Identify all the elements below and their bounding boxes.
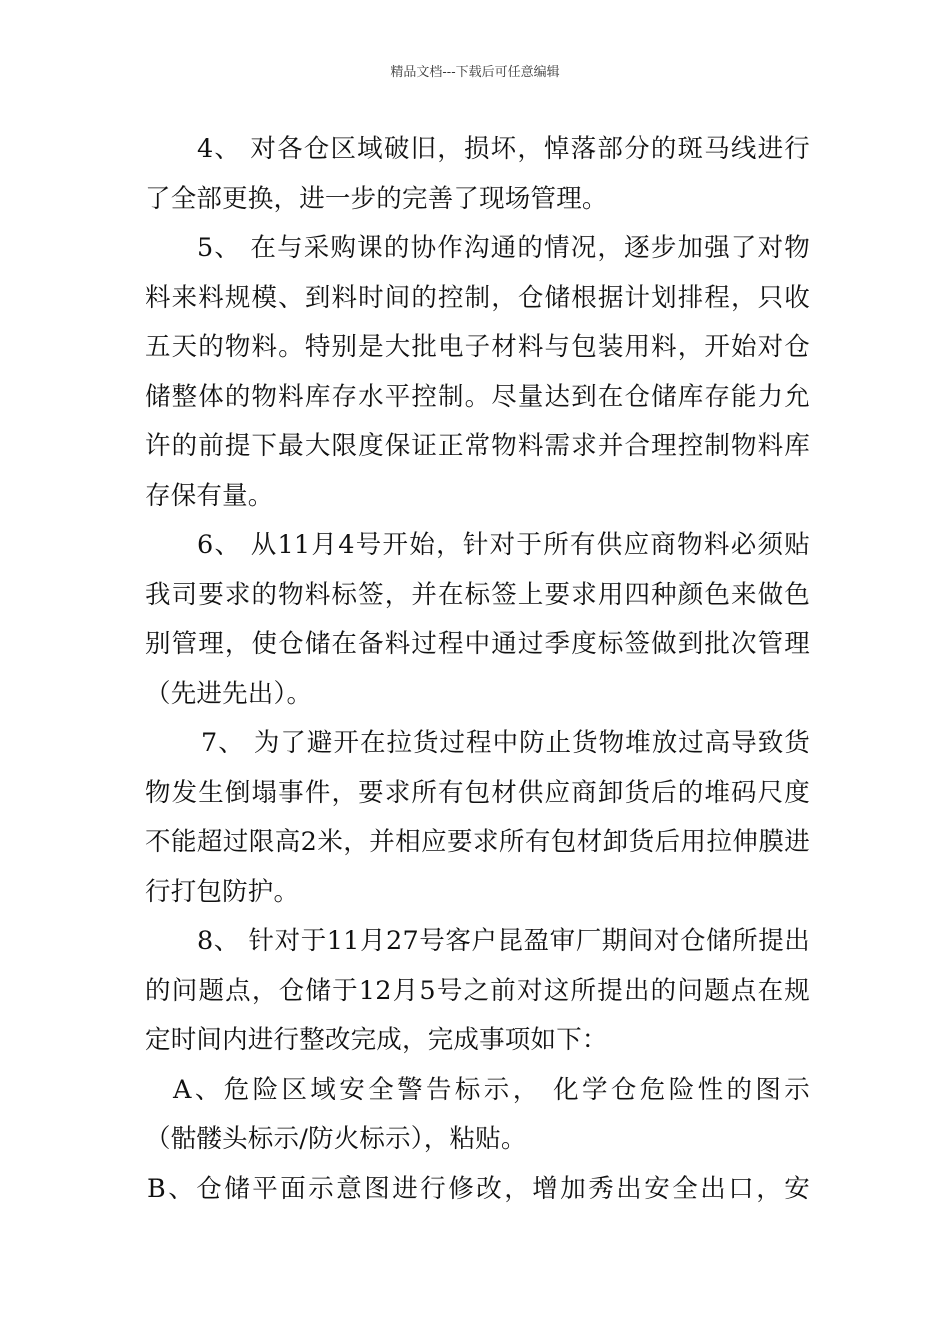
item-a-line-1: A、危险区域安全警告标示， 化学仓危险性的图示: [173, 1074, 810, 1105]
paragraph-5-line-5: 许的前提下最大限度保证正常物料需求并合理控制物料库: [145, 431, 810, 461]
paragraph-6-line-1: 6、 从11月4号开始，针对于所有供应商物料必须贴: [197, 530, 810, 560]
paragraph-8-line-1: 8、 针对于11月27号客户昆盈审厂期间对仓储所提出: [197, 926, 810, 956]
paragraph-4-line-1: 4、 对各仓区域破旧，损坏，悼落部分的斑马线进行: [197, 134, 810, 164]
paragraph-5-line-6: 存保有量。: [145, 480, 274, 511]
paragraph-5-line-4: 储整体的物料库存水平控制。尽量达到在仓储库存能力允: [145, 381, 810, 412]
paragraph-5-line-2: 料来料规模、到料时间的控制，仓储根据计划排程，只收: [145, 282, 810, 313]
document-body: [145, 125, 810, 1214]
item-a-line-2: （骷髅头标示/防火标示），粘贴。: [145, 1124, 527, 1154]
paragraph-6-line-2: 我司要求的物料标签，并在标签上要求用四种颜色来做色: [145, 579, 810, 610]
paragraph-6-line-4: （先进先出）。: [145, 678, 313, 709]
paragraph-8-line-3: 定时间内进行整改完成，完成事项如下：: [145, 1025, 608, 1055]
paragraph-7-line-4: 行打包防护。: [145, 876, 300, 907]
paragraph-7-line-1: 7、 为了避开在拉货过程中防止货物堆放过高导致货: [201, 728, 810, 758]
paragraph-4-line-2: 了全部更换，进一步的完善了现场管理。: [145, 183, 608, 214]
item-b-line-1: B、仓储平面示意图进行修改，增加秀出安全出口，安: [147, 1173, 810, 1204]
paragraph-5-line-3: 五天的物料。特别是大批电子材料与包装用料，开始对仓: [145, 332, 810, 362]
paragraph-5-line-1: 5、 在与采购课的协作沟通的情况，逐步加强了对物: [197, 233, 810, 263]
paragraph-7-line-3: 不能超过限高2米，并相应要求所有包材卸货后用拉伸膜进: [145, 827, 810, 857]
paragraph-7-line-2: 物发生倒塌事件，要求所有包材供应商卸货后的堆码尺度: [145, 777, 810, 808]
paragraph-6-line-3: 别管理，使仓储在备料过程中通过季度标签做到批次管理: [145, 629, 810, 659]
paragraph-8-line-2: 的问题点，仓储于12月5号之前对这所提出的问题点在规: [145, 975, 810, 1006]
page-header: 精品文档---下载后可任意编辑: [390, 65, 560, 80]
